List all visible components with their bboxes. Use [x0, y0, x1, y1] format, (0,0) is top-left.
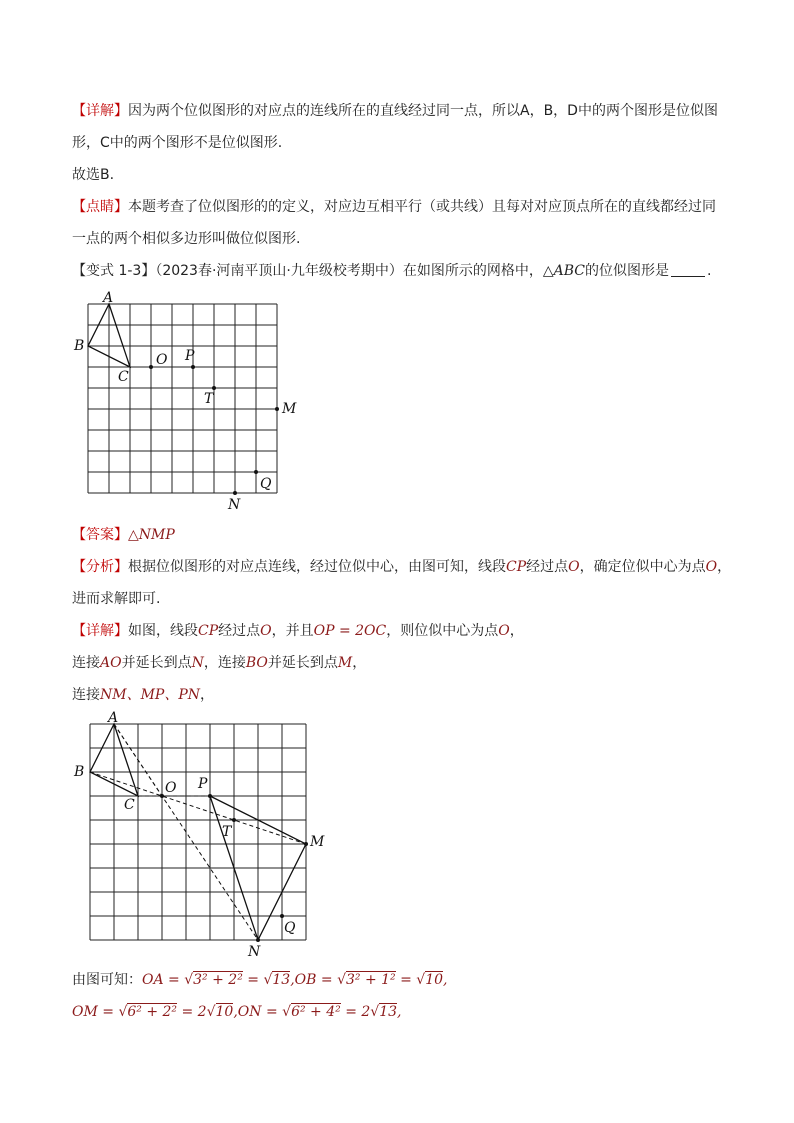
comment-text: 本题考查了位似图形的的定义，对应边互相平行（或共线）且每对对应顶点所在的直线都经过同 [128, 199, 716, 215]
detail-text-cont: 形，C中的两个图形不是位似图形. [72, 135, 283, 151]
label-O-2: O [165, 780, 177, 796]
d2-pt2: O [498, 623, 510, 639]
point-T-2 [232, 818, 236, 822]
point-N [233, 491, 237, 495]
oa-lhs: OA = [142, 972, 185, 988]
label-T-2: T [222, 824, 232, 840]
detail2-line3 [72, 685, 214, 705]
om-mid: = 2 [177, 1004, 207, 1020]
point-O-2 [160, 794, 164, 798]
om-value: 10 [215, 1004, 234, 1020]
label-Q-2: Q [284, 920, 296, 936]
d2-n: N [191, 655, 204, 671]
analysis-tag: 【分析】 [72, 559, 128, 575]
label-C: C [118, 369, 129, 385]
answer-tag: 【答案】 [72, 527, 128, 543]
d2-text-c: ，并且 [271, 623, 314, 639]
sqrt-on-val: √13 [370, 1004, 398, 1020]
detail-paragraph-line1 [72, 101, 718, 121]
formula-line2 [72, 1002, 402, 1022]
triangle-abc: △ABC [542, 263, 585, 279]
figure1-gridlines [88, 304, 277, 493]
answer-blank [671, 262, 705, 277]
label-A: A [103, 290, 114, 306]
detail-text: 因为两个位似图形的对应点的连线所在的直线经过同一点，所以A，B，D中的两个图形是位似图 [128, 103, 718, 119]
point-N-2 [256, 938, 260, 942]
d2-text-e: ， [509, 623, 524, 639]
analysis-text-c: ，确定位似中心为点 [579, 559, 706, 575]
point-Q-2 [280, 914, 284, 918]
comment-tag: 【点睛】 [72, 199, 128, 215]
answer-value: △NMP [128, 527, 175, 543]
formula-comma: , [443, 972, 448, 988]
d2-text-a: 如图，线段 [128, 623, 198, 639]
d2-text-b: 经过点 [218, 623, 261, 639]
label-B-2: B [74, 764, 85, 780]
on-mid: = 2 [340, 1004, 371, 1020]
analysis-line1 [72, 557, 731, 577]
detail-paragraph-line2 [72, 133, 282, 153]
d2-l2-d: 并延长到点 [267, 655, 338, 671]
point-T [212, 386, 216, 390]
comment-text-cont: 一点的两个相似多边形叫做位似图形. [72, 231, 301, 247]
d2-l2-e: ， [352, 655, 367, 671]
d2-seg: CP [198, 623, 219, 639]
d2-l2-c: ，连接 [203, 655, 246, 671]
sqrt-om-val: √10 [206, 1004, 234, 1020]
label-B: B [74, 338, 85, 354]
sqrt-oa: √3² + 2² [184, 972, 243, 988]
label-C-2: C [124, 797, 135, 813]
analysis-text-d: ， [717, 559, 732, 575]
d2-lines: NM、MP、PN [100, 687, 201, 703]
variant-source: （2023春·河南平顶山·九年级校考期中）在如图所示的网格中， [155, 263, 543, 279]
formula-line1 [72, 970, 448, 990]
label-M-2: M [310, 834, 325, 850]
om-radicand: 6² + 2² [127, 1004, 178, 1020]
sqrt-13: √13 [263, 972, 291, 988]
variant-tag: 【变式 1-3】 [72, 263, 156, 279]
comment-line2 [72, 229, 300, 249]
ob-lhs: ,OB = [290, 972, 338, 988]
point-M-2 [304, 842, 308, 846]
om-lhs: OM = [72, 1004, 119, 1020]
on-lhs: ,ON = [233, 1004, 283, 1020]
label-O: O [156, 352, 168, 368]
variant-question [72, 261, 711, 281]
analysis-line2 [72, 589, 160, 609]
analysis-text-cont: 进而求解即可. [72, 591, 161, 607]
ob-value: 10 [425, 972, 444, 988]
oa-radicand: 3² + 2² [193, 972, 243, 988]
analysis-text-b: 经过点 [526, 559, 569, 575]
label-A-2: A [108, 710, 119, 726]
detail2-tag: 【详解】 [72, 623, 128, 639]
d2-ao: AO [100, 655, 122, 671]
d2-bo: BO [245, 655, 268, 671]
analysis-text-a: 根据位似图形的对应点连线，经过位似中心，由图可知，线段 [128, 559, 506, 575]
d2-m: M [337, 655, 353, 671]
point-M [275, 407, 279, 411]
label-Q: Q [260, 476, 272, 492]
sqrt-10: √10 [416, 972, 444, 988]
d2-eq: OP = 2OC [313, 623, 387, 639]
d2-text-d: ，则位似中心为点 [386, 623, 499, 639]
detail-tag: 【详解】 [72, 103, 128, 119]
d2-l3-b: ， [200, 687, 215, 703]
ob-radicand: 3² + 1² [345, 972, 396, 988]
sqrt-ob: √3² + 1² [337, 972, 396, 988]
figure2-grid [70, 708, 340, 964]
label-M: M [282, 401, 297, 417]
point-P-2 [208, 794, 212, 798]
label-P: P [185, 348, 195, 364]
variant-end: . [707, 263, 712, 279]
on-value: 13 [379, 1004, 398, 1020]
d2-pt: O [260, 623, 272, 639]
oa-eq: = [242, 972, 264, 988]
segment-cp: CP [506, 559, 527, 575]
label-N-2: N [248, 944, 261, 960]
d2-l3-a: 连接 [72, 687, 100, 703]
choice-line [72, 165, 114, 185]
ob-eq: = [395, 972, 417, 988]
answer-line [72, 525, 175, 545]
sqrt-om: √6² + 2² [118, 1004, 178, 1020]
choice-text: 故选B. [72, 167, 115, 183]
detail2-line1 [72, 621, 524, 641]
label-P-2: P [198, 776, 208, 792]
point-Q [254, 470, 258, 474]
point-o-ref2: O [705, 559, 718, 575]
on-radicand: 6² + 4² [291, 1004, 341, 1020]
d2-l2-a: 连接 [72, 655, 100, 671]
oa-value: 13 [272, 972, 291, 988]
comment-line1 [72, 197, 716, 217]
formula-end: , [397, 1004, 402, 1020]
figure1-grid [70, 290, 310, 515]
point-O [149, 365, 153, 369]
label-N: N [228, 497, 241, 513]
detail2-line2 [72, 653, 366, 673]
formula-prefix: 由图可知： [72, 972, 142, 988]
sqrt-on: √6² + 4² [282, 1004, 341, 1020]
point-P [191, 365, 195, 369]
variant-question-text: 的位似图形是 [585, 263, 669, 279]
d2-l2-b: 并延长到点 [121, 655, 192, 671]
label-T: T [204, 391, 214, 407]
point-o-ref: O [568, 559, 580, 575]
